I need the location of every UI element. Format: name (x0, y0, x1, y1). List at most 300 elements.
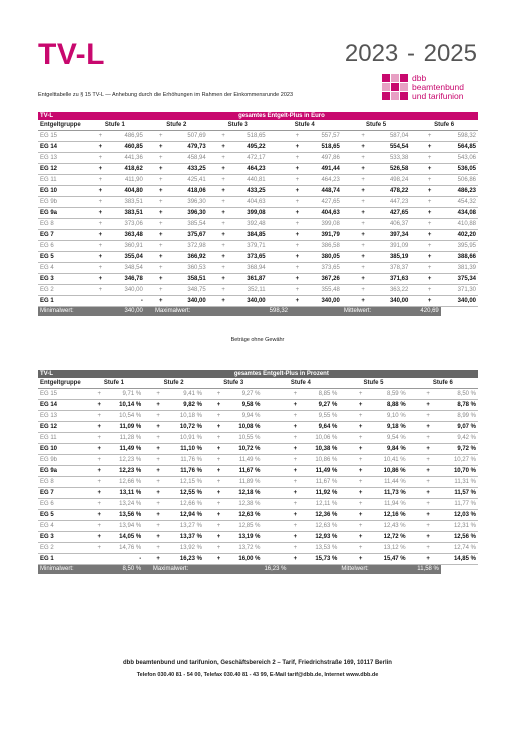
table-row (38, 164, 478, 175)
cell-spacer (408, 488, 416, 499)
cell-spacer (410, 175, 418, 186)
cell-value: 11,57 % (441, 488, 478, 499)
cell-value: 340,00 (169, 296, 208, 307)
plus-sign: + (216, 230, 231, 241)
plus-sign: + (212, 510, 226, 521)
cell-value: 441,36 (108, 153, 145, 164)
table-row (38, 241, 478, 252)
pay-group-label: EG 8 (38, 477, 85, 488)
plus-sign: + (151, 488, 166, 499)
plus-sign: + (92, 466, 106, 477)
cell-value: 433,25 (231, 186, 268, 197)
cell-value: 14,05 % (106, 532, 143, 543)
column-header-row (38, 378, 478, 389)
cell-spacer (342, 131, 353, 142)
cell-value: 404,63 (231, 197, 268, 208)
cell-spacer (408, 543, 416, 554)
column-header-stufe-3: Stufe 3 (204, 378, 263, 389)
cell-value: 12,66 % (106, 477, 143, 488)
cell-value: 340,00 (305, 296, 342, 307)
plus-sign: + (216, 219, 231, 230)
plus-sign: + (212, 455, 226, 466)
cell-value: 478,22 (373, 186, 410, 197)
plus-sign: + (418, 153, 440, 164)
plus-sign: + (93, 153, 108, 164)
cell-value: 386,58 (305, 241, 342, 252)
disclaimer-note: Beträge ohne Gewähr (230, 337, 285, 343)
plus-sign: + (151, 422, 166, 433)
cell-spacer (143, 510, 151, 521)
cell-value: 10,91 % (166, 433, 204, 444)
plus-sign: + (92, 444, 106, 455)
cell-value: 507,69 (169, 131, 208, 142)
plus-sign: + (216, 142, 231, 153)
plus-sign: + (288, 400, 302, 411)
cell-value: 479,73 (169, 142, 208, 153)
cell-spacer (143, 521, 151, 532)
plus-sign: + (216, 208, 231, 219)
summary-spacer (145, 307, 153, 317)
cell-value: 381,39 (441, 263, 478, 274)
cell-spacer (208, 274, 216, 285)
plus-sign: + (151, 455, 166, 466)
plus-sign: + (212, 400, 226, 411)
cell-value: 12,18 % (225, 488, 262, 499)
cell-spacer (342, 197, 353, 208)
cell-value: 518,65 (231, 131, 268, 142)
cell-spacer (408, 499, 416, 510)
plus-sign: + (151, 466, 166, 477)
plus-sign: + (151, 444, 166, 455)
cell-spacer (268, 142, 290, 153)
plus-sign: + (151, 477, 166, 488)
plus-sign: + (290, 208, 305, 219)
cell-value: 10,54 % (106, 411, 143, 422)
plus-sign: + (212, 422, 226, 433)
plus-sign: + (93, 142, 108, 153)
cell-spacer (268, 241, 290, 252)
cell-value: 11,77 % (441, 499, 478, 510)
cell-spacer (204, 543, 212, 554)
plus-sign: + (93, 230, 108, 241)
plus-sign: + (418, 285, 440, 296)
cell-value: 373,06 (108, 219, 145, 230)
cell-value: 427,65 (305, 197, 342, 208)
pay-group-label: EG 15 (38, 389, 85, 400)
cell-value: 340,00 (373, 296, 410, 307)
cell-value: 434,08 (441, 208, 478, 219)
plus-sign: + (353, 186, 373, 197)
pay-group-label: EG 14 (38, 142, 85, 153)
cell-value: 11,44 % (371, 477, 408, 488)
plus-sign: + (153, 219, 169, 230)
cell-value: 12,23 % (106, 466, 143, 477)
plus-sign: + (351, 466, 371, 477)
table-label: TV-L (38, 370, 85, 378)
cell-spacer (262, 455, 288, 466)
plus-sign: + (351, 455, 371, 466)
cell-value: 486,23 (441, 186, 478, 197)
cell-spacer (262, 477, 288, 488)
summary-mid-value: 420,69 (420, 308, 439, 314)
column-header-stufe-4: Stufe 4 (262, 378, 339, 389)
pay-group-label: EG 7 (38, 230, 85, 241)
table-row (38, 186, 478, 197)
cell-spacer (268, 230, 290, 241)
plus-sign: + (290, 186, 305, 197)
cell-value: 360,53 (169, 263, 208, 274)
cell-value: 564,85 (441, 142, 478, 153)
column-header-group: Entgeltgruppe (38, 120, 85, 131)
cell-value: 9,27 % (302, 400, 339, 411)
cell-value: 372,98 (169, 241, 208, 252)
plus-sign: + (418, 219, 440, 230)
cell-value: 379,71 (231, 241, 268, 252)
pay-group-label: EG 9b (38, 197, 85, 208)
cell-spacer (85, 499, 93, 510)
cell-value: 12,15 % (166, 477, 204, 488)
plus-sign: + (216, 241, 231, 252)
cell-spacer (410, 186, 418, 197)
cell-value: 8,59 % (371, 389, 408, 400)
cell-spacer (342, 263, 353, 274)
plus-sign: + (93, 274, 108, 285)
cell-spacer (408, 389, 416, 400)
cell-spacer (85, 175, 93, 186)
cell-spacer (204, 444, 212, 455)
cell-spacer (342, 142, 353, 153)
plus-sign: + (93, 241, 108, 252)
cell-spacer (262, 510, 288, 521)
table-row (38, 499, 478, 510)
cell-value: 396,30 (169, 208, 208, 219)
cell-value: 391,09 (373, 241, 410, 252)
plus-sign: + (288, 532, 302, 543)
cell-spacer (143, 532, 151, 543)
cell-value: 12,66 % (166, 499, 204, 510)
cell-value: 11,67 % (302, 477, 339, 488)
plus-sign: + (288, 455, 302, 466)
cell-value: 348,54 (108, 263, 145, 274)
cell-spacer (85, 444, 93, 455)
cell-value: 12,63 % (302, 521, 339, 532)
cell-spacer (145, 164, 153, 175)
pay-group-label: EG 12 (38, 164, 85, 175)
plus-sign: + (216, 164, 231, 175)
cell-value: 9,41 % (166, 389, 204, 400)
cell-spacer (85, 532, 93, 543)
logo-line-3: und tarifunion (412, 91, 464, 101)
plus-sign: + (92, 433, 106, 444)
plus-sign: + (288, 521, 302, 532)
plus-sign: + (290, 142, 305, 153)
cell-spacer (85, 411, 93, 422)
cell-value: 11,73 % (371, 488, 408, 499)
cell-value: 498,24 (373, 175, 410, 186)
cell-value: 388,66 (441, 252, 478, 263)
plus-sign: + (288, 433, 302, 444)
cell-value: 518,65 (305, 142, 342, 153)
cell-spacer (208, 186, 216, 197)
cell-spacer (143, 422, 151, 433)
cell-spacer (204, 477, 212, 488)
cell-value: 533,38 (373, 153, 410, 164)
cell-spacer (85, 477, 93, 488)
cell-value: 418,62 (108, 164, 145, 175)
cell-spacer (339, 389, 350, 400)
cell-value: 11,94 % (371, 499, 408, 510)
plus-sign: + (415, 510, 441, 521)
plus-sign: + (93, 197, 108, 208)
cell-spacer (408, 466, 416, 477)
cell-spacer (339, 521, 350, 532)
column-header-stufe-2: Stufe 2 (145, 120, 208, 131)
plus-sign: + (418, 197, 440, 208)
cell-value: 8,99 % (441, 411, 478, 422)
cell-value: 397,34 (373, 230, 410, 241)
cell-spacer (143, 400, 151, 411)
cell-value: 13,19 % (225, 532, 262, 543)
table-row (38, 153, 478, 164)
plus-sign: + (153, 208, 169, 219)
pay-group-label: EG 9a (38, 466, 85, 477)
plus-sign: + (418, 208, 440, 219)
cell-value: 402,20 (441, 230, 478, 241)
plus-sign: + (153, 274, 169, 285)
plus-sign: + (415, 455, 441, 466)
cell-spacer (342, 252, 353, 263)
cell-spacer (143, 455, 151, 466)
plus-sign: + (351, 433, 371, 444)
cell-spacer (208, 197, 216, 208)
plus-sign: + (418, 186, 440, 197)
cell-value: 9,72 % (441, 444, 478, 455)
cell-value: 10,38 % (302, 444, 339, 455)
cell-spacer (262, 389, 288, 400)
cell-value: 385,19 (373, 252, 410, 263)
cell-value: 11,49 % (302, 466, 339, 477)
cell-spacer (204, 521, 212, 532)
cell-value: 12,38 % (225, 499, 262, 510)
table-row (38, 230, 478, 241)
cell-value: 12,03 % (441, 510, 478, 521)
table-row (38, 477, 478, 488)
cell-spacer (410, 263, 418, 274)
summary-max-label: Maximalwert: (151, 565, 204, 575)
cell-value: 340,00 (441, 296, 478, 307)
plus-sign: + (288, 488, 302, 499)
table-row (38, 521, 478, 532)
cell-value: 598,32 (441, 131, 478, 142)
cell-value: 9,42 % (441, 433, 478, 444)
cell-spacer (204, 488, 212, 499)
plus-sign: + (353, 274, 373, 285)
cell-spacer (85, 296, 93, 307)
cell-spacer (85, 197, 93, 208)
cell-value: 16,23 % (166, 554, 204, 565)
plus-sign: + (212, 466, 226, 477)
cell-spacer (339, 466, 350, 477)
cell-spacer (339, 499, 350, 510)
cell-spacer (408, 521, 416, 532)
cell-spacer (208, 208, 216, 219)
plus-sign: + (353, 131, 373, 142)
plus-sign: + (151, 400, 166, 411)
plus-sign: + (418, 263, 440, 274)
cell-value: 9,71 % (106, 389, 143, 400)
plus-sign: + (151, 521, 166, 532)
summary-spacer (85, 565, 107, 575)
plus-sign: + (418, 131, 440, 142)
pay-group-label: EG 6 (38, 499, 85, 510)
cell-spacer (85, 208, 93, 219)
pay-group-label: EG 7 (38, 488, 85, 499)
cell-value: 375,67 (169, 230, 208, 241)
table-caption: gesamtes Entgelt-Plus in Prozent (85, 370, 478, 378)
cell-spacer (85, 521, 93, 532)
table-row (38, 389, 478, 400)
cell-value: 15,73 % (302, 554, 339, 565)
cell-value: 12,55 % (166, 488, 204, 499)
cell-value: 458,94 (169, 153, 208, 164)
plus-sign: + (153, 197, 169, 208)
cell-spacer (143, 499, 151, 510)
column-header-stufe-6: Stufe 6 (408, 378, 478, 389)
cell-spacer (268, 175, 290, 186)
summary-spacer (85, 307, 108, 317)
cell-spacer (262, 433, 288, 444)
plus-sign: + (418, 230, 440, 241)
cell-value: 587,04 (373, 131, 410, 142)
cell-spacer (204, 532, 212, 543)
footer-contact: Telefon 030.40 81 - 54 00, Telefax 030.40 81 - 43 99, E-Mail tarif@dbb.de, Internet www.dbb.de (136, 672, 379, 678)
plus-sign: + (92, 389, 106, 400)
cell-spacer (408, 455, 416, 466)
cell-value: 425,41 (169, 175, 208, 186)
cell-spacer (342, 208, 353, 219)
table-header-row (38, 112, 478, 120)
table-row (38, 554, 478, 565)
summary-spacer (373, 307, 418, 317)
plus-sign: + (415, 543, 441, 554)
cell-spacer (268, 164, 290, 175)
cell-value: 11,89 % (225, 477, 262, 488)
cell-value: 9,54 % (371, 433, 408, 444)
summary-spacer (288, 565, 339, 575)
cell-spacer (85, 422, 93, 433)
pay-group-label: EG 3 (38, 532, 85, 543)
cell-value: 526,58 (373, 164, 410, 175)
cell-spacer (410, 153, 418, 164)
cell-spacer (204, 400, 212, 411)
page-title: TV-L (38, 38, 105, 71)
plus-sign: + (153, 285, 169, 296)
plus-sign: + (93, 186, 108, 197)
cell-spacer (204, 466, 212, 477)
pay-group-label: EG 2 (38, 543, 85, 554)
plus-sign: + (288, 510, 302, 521)
plus-sign: + (92, 488, 106, 499)
plus-sign: + (351, 411, 371, 422)
cell-value: 11,28 % (106, 433, 143, 444)
cell-spacer (262, 543, 288, 554)
cell-spacer (204, 411, 212, 422)
summary-min-value: 340,00 (108, 307, 145, 317)
cell-value: 15,47 % (371, 554, 408, 565)
plus-sign: + (290, 219, 305, 230)
cell-value: 12,74 % (441, 543, 478, 554)
cell-spacer (410, 296, 418, 307)
plus-sign: + (353, 285, 373, 296)
cell-value: 464,23 (305, 175, 342, 186)
plus-sign: + (93, 252, 108, 263)
plus-sign: + (288, 477, 302, 488)
plus-sign: + (353, 230, 373, 241)
cell-value: 384,85 (231, 230, 268, 241)
cell-spacer (410, 164, 418, 175)
cell-value: 391,79 (305, 230, 342, 241)
cell-spacer (262, 466, 288, 477)
cell-value: 9,10 % (371, 411, 408, 422)
cell-spacer (85, 230, 93, 241)
euro-table (38, 112, 478, 316)
plus-sign: + (353, 142, 373, 153)
table-row (38, 444, 478, 455)
plus-sign: + (353, 296, 373, 307)
cell-spacer (410, 274, 418, 285)
cell-value: 8,50 % (441, 389, 478, 400)
pay-group-label: EG 10 (38, 186, 85, 197)
plus-sign: + (415, 532, 441, 543)
summary-min-label: Minimalwert: (38, 565, 85, 575)
cell-value: 486,95 (108, 131, 145, 142)
cell-value: 9,55 % (302, 411, 339, 422)
plus-sign: + (351, 510, 371, 521)
plus-sign: + (153, 263, 169, 274)
table-row (38, 422, 478, 433)
cell-spacer (262, 444, 288, 455)
table-row (38, 488, 478, 499)
plus-sign: + (288, 389, 302, 400)
table-row (38, 197, 478, 208)
cell-value: 440,81 (231, 175, 268, 186)
plus-sign: + (151, 532, 166, 543)
pay-group-label: EG 11 (38, 433, 85, 444)
cell-spacer (339, 510, 350, 521)
plus-sign: + (212, 444, 226, 455)
cell-value: 12,94 % (166, 510, 204, 521)
plus-sign: + (351, 444, 371, 455)
cell-spacer (143, 488, 151, 499)
column-header-stufe-3: Stufe 3 (208, 120, 268, 131)
summary-spacer (371, 565, 416, 575)
cell-value: 13,72 % (225, 543, 262, 554)
plus-sign: + (415, 400, 441, 411)
cell-value: 355,04 (108, 252, 145, 263)
plus-sign: + (92, 532, 106, 543)
cell-spacer (208, 230, 216, 241)
cell-spacer (85, 131, 93, 142)
plus-sign: + (212, 488, 226, 499)
cell-spacer (143, 433, 151, 444)
plus-sign: + (351, 521, 371, 532)
cell-value: 367,26 (305, 274, 342, 285)
plus-sign: + (351, 422, 371, 433)
pay-group-label: EG 11 (38, 175, 85, 186)
plus-sign: + (151, 543, 166, 554)
column-header-stufe-4: Stufe 4 (268, 120, 342, 131)
cell-spacer (262, 488, 288, 499)
